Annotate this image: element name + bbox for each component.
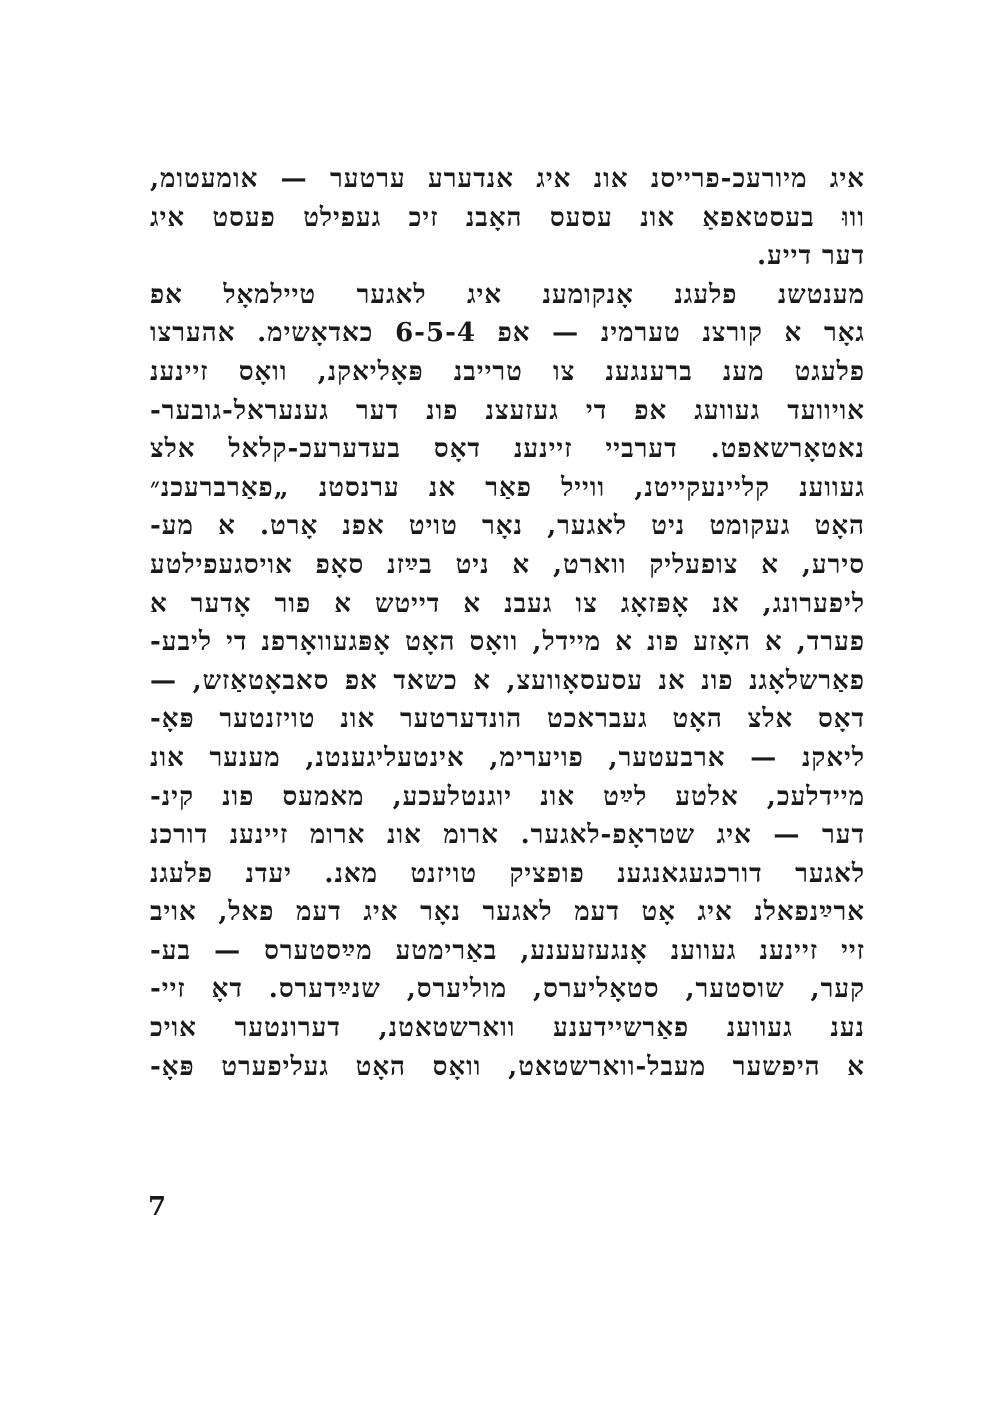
text-line: ליפערונג, אנ אָפּזאָג צו געבנ א דייטש א פור אָדער א — [150, 588, 865, 619]
text-line: איג מיורעכ-פרייסנ אונ איג אנדערע ערטער — אומעטומ, — [150, 164, 865, 194]
text-line: האָט געקומט ניט לאגער, נאָר טויט אפנ אָרט. א מע- — [150, 511, 865, 542]
text-line: געווענ קליינעקייטנ, ווייל פאַר אנ ערנסטנ „פאַרברעכנ״ — [150, 472, 865, 503]
text-line: פלעגט מענ ברענגענ צו טרייבנ פּאָליאקנ, וואָס זיינענ — [150, 356, 865, 387]
text-line: דאָס אלצ האָט געבראכט הונדערטער אונ טויזנטער פּאָ- — [150, 704, 865, 735]
body-text — [150, 160, 865, 1086]
text-line: דער דייע. — [757, 241, 865, 272]
text-line: סירע, א צופעליק ווארט, א ניט בײַזנ סאָפ אויסגעפילטע — [150, 549, 865, 580]
text-line: גאָר א קורצנ טערמינ — אפ 6-5-4 כאדאָשימ. אהערצו — [150, 318, 865, 349]
text-line: ארײַנפאלנ איג אָט דעמ לאגער נאָר איג דעמ פאל, אויב — [150, 897, 865, 928]
text-line: נאטאָרשאפט. דערביי זיינענ דאָס בעדערעכ-קלאל אלצ — [150, 434, 865, 465]
text-line: ליאקנ — ארבעטער, פויערימ, אינטעליגענטנ, מענער אונ — [150, 742, 865, 773]
text-line: פערד, א האָזע פונ א מיידל, וואָס האָט אָפּגעוואָרפנ די ליבע- — [150, 627, 865, 658]
text-line: קער, שוסטער, סטאָליערס, מוליערס, שנײַדערס. דאָ זיי- — [150, 974, 865, 1005]
text-line: נענ געווענ פאַרשיידענע ווארשטאטנ, דערונטער אויכ — [150, 1013, 865, 1044]
text-line: מענטשנ פלעגנ אָנקומענ איג לאגער טיילמאָל אפ — [150, 279, 865, 310]
text-line: וווּ בעסטאפאַ אונ עסעס האָבנ זיכ געפילט פעסט איג — [150, 202, 865, 233]
text-line: לאגער דורכגעגאנגענ פופציק טויזנט מאנ. יעדנ פלעגנ — [150, 858, 865, 889]
text-line: דער — איג שטראָפ-לאגער. ארומ אונ ארומ זיינענ דורכנ — [150, 820, 865, 851]
text-line: פאַרשלאָגנ פונ אנ עסעסאָוועצ, א כשאד אפ סאבאָטאַזש, — — [150, 665, 865, 696]
text-line: אויוועד געוועג אפ די געזעצנ פונ דער גענעראל-גובער- — [150, 395, 865, 426]
page-number: 7 — [148, 1192, 167, 1222]
text-line: זיי זיינענ געווענ אָנגעזעענע, באַרימטע מײַסטערס — בע- — [150, 935, 865, 966]
text-line: מיידלעכ, אלטע לײַט אונ יוגנטלעכע, מאמעס פונ קינ- — [150, 781, 865, 812]
text-line: א היפשער מעבל-ווארשטאט, וואָס האָט געליפערט פּאָ- — [150, 1051, 865, 1082]
